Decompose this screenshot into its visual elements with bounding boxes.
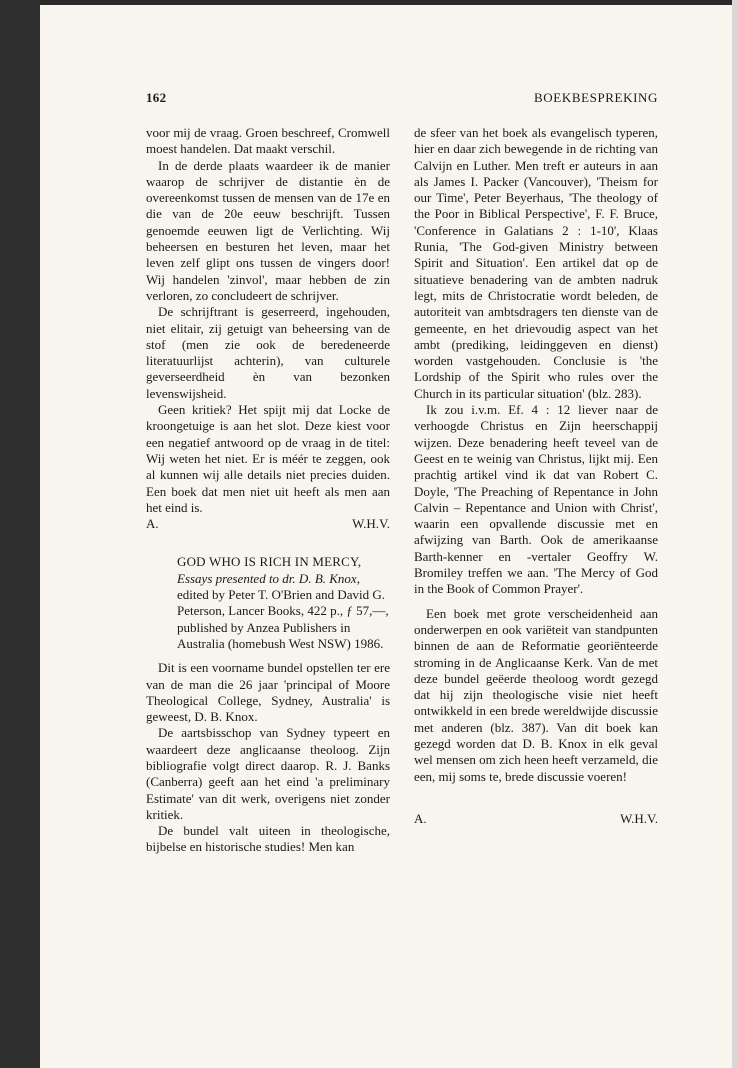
paragraph: Dit is een voorname bundel opstellen ter ere van de man die 26 jaar 'principal of Moore Theological College, Sydney, Australia' is geweest, D. B. Knox. <box>146 660 390 725</box>
paragraph: Ik zou i.v.m. Ef. 4 : 12 liever naar de verhoogde Christus en Zijn heerschappij wijzen. Deze benadering heeft teveel van de Geest en te weinig van Christus, lijkt mij. Een prachtig artikel vind ik dat van Robert C. Doyle, 'The Preaching of Repentance in John Calvin – Repentance and Union with Christ', waarin een opvallende discussie met en afwijzing van Barth. Ook de amerikaanse Barth-kenner en -vertaler Geoffry W. Bromiley treffen we aan. 'The Mercy of God in the Book of Common Prayer'. <box>414 402 658 597</box>
book-title: GOD WHO IS RICH IN MERCY, <box>177 554 362 570</box>
signature-initial: A. <box>414 810 427 826</box>
book-subtitle: Essays presented to dr. D. B. Knox, <box>177 570 360 586</box>
paragraph: Een boek met grote verscheidenheid aan onderwerpen en ook variëteit van standpunten binnen de aan de Reformatie georiënteerde stroming in de Anglicaanse Kerk. Van de met deze bundel geëerde theoloog wordt gezegd dat hij zijn theologische visie niet heeft ontwikkeld in een brede wereldwijde discussie met anderen (blz. 387). Van dit boek kan gezegd worden dat D. B. Knox in elk geval wel mensen om zich heen heeft verzameld, die een, mij soms te, brede discussie voeren! <box>414 605 658 784</box>
signature-name: W.H.V. <box>352 516 390 532</box>
book-details: edited by Peter T. O'Brien and David G. Peterson, Lancer Books, 422 p., ƒ 57,—, published by Anzea Publishers in Australia (homebush West NSW) 1986. <box>177 587 389 651</box>
paragraph: Geen kritiek? Het spijt mij dat Locke de kroongetuige is aan het slot. Deze kiest voor een negatief antwoord op de vraag in de titel: Wij weten het niet. Er is méér te zeggen, ook al kunnen wij alle details niet precies duiden. Een boek dat men niet uit heeft als men aan het eind is. <box>146 402 390 515</box>
page-number: 162 <box>146 90 167 105</box>
section-title: BOEKBESPREKING <box>534 90 658 105</box>
scan-border-left <box>0 0 40 1068</box>
left-column <box>146 125 390 856</box>
paragraph: De schrijftrant is geserreerd, ingehouden, niet elitair, zij getuigt van beheersing van de stof (men zie ook de beredeneerde literatuurlijst achterin), van culturele geverseerdheid èn van bezonken levenswijsheid. <box>146 304 390 401</box>
paragraph: De aartsbisschop van Sydney typeert en waardeert deze anglicaanse theoloog. Zijn bibliografie volgt direct daarop. R. J. Banks (Canberra) geeft aan het eind 'a preliminary Estimate' van dit werk, overigens niet zonder kritiek. <box>146 725 390 822</box>
paragraph: In de derde plaats waardeer ik de manier waarop de schrijver de distantie èn de overeenkomst tussen de mensen van de 17e en die van de 20e eeuw beschrijft. Tussen genoemde eeuwen ligt de Verlichting. Wij beheersen en besturen het leven, maar het leven zelf glipt ons tussen de vingers door! Wij handelen 'zinvol', maar hebben de zin verloren, zo concludeert de schrijver. <box>146 157 390 303</box>
paragraph: De bundel valt uiteen in theologische, bijbelse en historische studies! Men kan <box>146 823 390 855</box>
paragraph: voor mij de vraag. Groen beschreef, Cromwell moest handelen. Dat maakt verschil. <box>146 125 390 157</box>
right-column <box>414 125 658 827</box>
review-signature <box>414 811 658 827</box>
paragraph: de sfeer van het boek als evangelisch typeren, hier en daar zich bewegende in de richting van Calvijn en Luther. Men treft er auteurs in aan als James I. Packer (Vancouver), 'Theism for our Time', Peter Beyerhaus, 'The theology of the Poor in Biblical Perspective', F. F. Bruce, 'Conference in Galatians 2 : 1-10', Klaas Runia, 'The God-given Ministry between Spirit and Situation'. Een artikel dat op de situatieve benadering van de ambten nadruk legt, mits de Christocratie wordt beleden, de autoriteit van ambtsdragers ten dienste van de gemeente, en het drievoudig aspect van het ambt (prediking, leidinggeven en dienst) worden vastgehouden. Conclusie is 'the Lordship of the Spirit who rules over the Church in its particular situation' (blz. 283). <box>414 125 658 401</box>
book-citation <box>177 554 390 652</box>
review-signature <box>146 516 390 532</box>
signature-name: W.H.V. <box>620 810 658 826</box>
scan-border-right <box>732 0 738 1068</box>
signature-initial: A. <box>146 516 159 532</box>
